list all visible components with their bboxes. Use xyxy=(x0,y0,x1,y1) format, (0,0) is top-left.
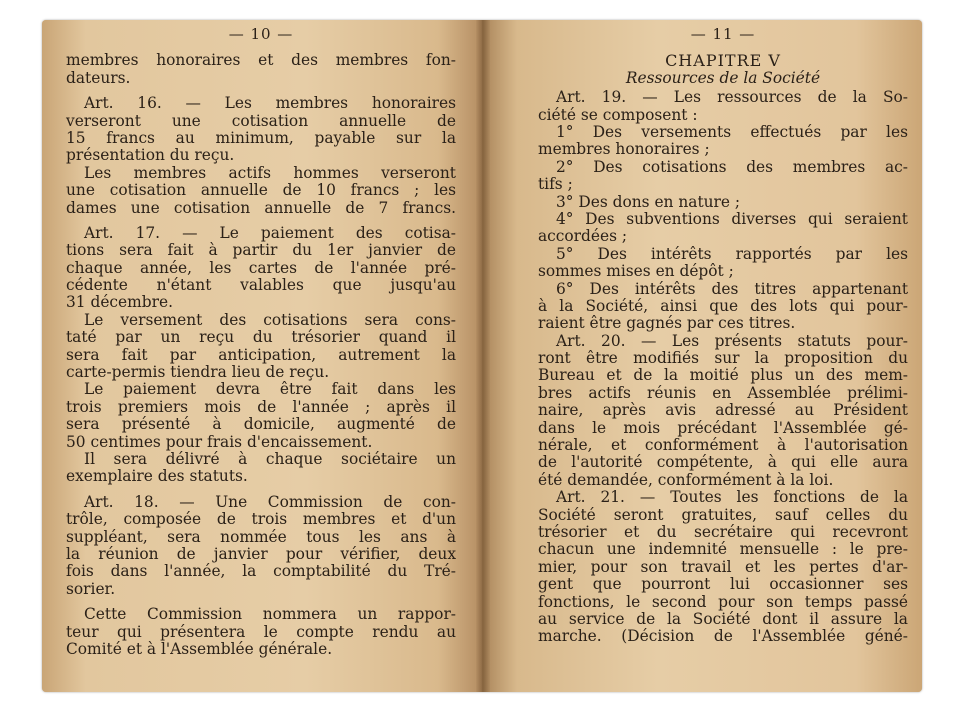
section-heading: Ressources de la Société xyxy=(625,68,821,87)
left-page-text xyxy=(66,52,456,658)
text-line: trésorier et du secrétaire qui recevront xyxy=(538,522,908,541)
right-page-number: — 11 — xyxy=(690,25,756,43)
text-line: Société seront gratuites, sauf celles du xyxy=(538,505,908,524)
text-line: tions sera fait à partir du 1er janvier de xyxy=(66,241,456,260)
text-line: Art. 20. — Les présents statuts pour- xyxy=(556,331,908,350)
text-line: 4° Des subventions diverses qui seraient xyxy=(556,209,908,228)
text-line: Bureau et de la moitié plus un des mem- xyxy=(538,366,908,385)
text-line: chaque année, les cartes de l'année pré- xyxy=(66,258,456,277)
text-line: Art. 16. — Les membres honoraires xyxy=(84,94,456,113)
text-line: Cette Commission nommera un rappor- xyxy=(84,605,456,624)
text-line: membres honoraires et des membres fon- xyxy=(66,51,456,70)
book-gutter xyxy=(476,20,490,692)
chapter-heading: CHAPITRE V xyxy=(665,51,781,71)
text-line: Les membres actifs hommes verseront xyxy=(84,163,456,182)
text-line: tifs ; xyxy=(538,175,573,194)
text-line: nérale, et conformément à l'autorisation xyxy=(538,436,908,455)
text-line: chacun une indemnité mensuelle : le pre- xyxy=(538,540,908,559)
text-line: gent que pourront lui occasionner ses xyxy=(538,575,908,594)
text-line: Art. 19. — Les ressources de la So- xyxy=(556,88,908,107)
text-line: marche. (Décision de l'Assemblée géné- xyxy=(538,627,908,646)
text-line: mier, pour son travail et les pertes d'ar- xyxy=(538,557,908,576)
text-line: à la Société, ainsi que des lots qui pour- xyxy=(538,296,908,315)
text-line: verseront une cotisation annuelle de xyxy=(66,111,456,130)
text-line: la réunion de janvier pour vérifier, deux xyxy=(66,544,456,563)
text-line: fonctions, le second pour son temps passé xyxy=(538,592,908,611)
text-line: 50 centimes pour frais d'encaissement. xyxy=(66,432,373,451)
text-line: Le paiement devra être fait dans les xyxy=(84,380,456,399)
right-page-text xyxy=(538,89,908,646)
text-line: trôle, composée de trois membres et d'un xyxy=(66,510,456,529)
text-line: Comité et à l'Assemblée générale. xyxy=(66,639,333,658)
left-page-number: — 10 — xyxy=(228,25,294,43)
text-line: bres actifs réunis en Assemblée prélimi- xyxy=(538,383,908,402)
text-line: dans le mois précédant l'Assemblée gé- xyxy=(538,418,908,437)
text-line: cédente n'étant valables que jusqu'au xyxy=(66,276,456,295)
text-line: au service de la Société dont il assure la xyxy=(538,609,908,628)
text-line: de l'autorité compétente, à qui elle aura xyxy=(538,453,908,472)
text-line: sera présenté à domicile, augmenté de xyxy=(66,415,456,434)
text-line: taté par un reçu du trésorier quand il xyxy=(66,328,456,347)
text-line: ront être modifiés sur la proposition du xyxy=(538,349,908,368)
text-line: 2° Des cotisations des membres ac- xyxy=(556,157,908,176)
text-line: teur qui présentera le compte rendu au xyxy=(66,622,456,641)
text-line: naire, après avis adressé au Président xyxy=(538,401,908,420)
text-line: une cotisation annuelle de 10 francs ; les xyxy=(66,181,456,200)
text-line: 15 francs au minimum, payable sur la xyxy=(66,128,456,147)
text-line: exemplaire des statuts. xyxy=(66,467,248,486)
text-line: accordées ; xyxy=(538,227,628,246)
text-line: Art. 18. — Une Commission de con- xyxy=(84,492,456,511)
text-line: sera fait par anticipation, autrement la xyxy=(66,345,456,364)
text-line: fois dans l'année, la comptabilité du Tré- xyxy=(66,562,456,581)
text-line: 3° Des dons en nature ; xyxy=(556,192,741,211)
left-page xyxy=(42,20,482,692)
text-line: raient être gagnés par ces titres. xyxy=(538,314,796,333)
text-line: 6° Des intérêts des titres appartenant xyxy=(556,279,908,298)
text-line: 1° Des versements effectués par les xyxy=(556,123,908,141)
text-line: ciété se composent : xyxy=(538,105,698,124)
text-line: Art. 21. — Toutes les fonctions de la xyxy=(556,488,908,507)
text-line: été demandée, conformément à la loi. xyxy=(538,470,834,489)
text-line: Le versement des cotisations sera cons- xyxy=(84,310,456,329)
text-line: Il sera délivré à chaque sociétaire un xyxy=(84,450,456,468)
right-page xyxy=(482,20,922,692)
text-line: 31 décembre. xyxy=(66,293,173,312)
text-line: carte-permis tiendra lieu de reçu. xyxy=(66,363,330,382)
text-line: dames une cotisation annuelle de 7 francs. xyxy=(66,198,456,217)
text-line: sorier. xyxy=(66,579,116,598)
text-line: présentation du reçu. xyxy=(66,146,235,165)
text-line: dateurs. xyxy=(66,68,131,87)
text-line: sommes mises en dépôt ; xyxy=(538,262,734,281)
book-scan xyxy=(42,20,922,692)
text-line: membres honoraires ; xyxy=(538,140,710,159)
text-line: trois premiers mois de l'année ; après il xyxy=(66,397,456,416)
text-line: suppléant, sera nommée tous les ans à xyxy=(66,527,456,546)
text-line: 5° Des intérêts rapportés par les xyxy=(556,244,908,263)
text-line: Art. 17. — Le paiement des cotisa- xyxy=(84,223,456,242)
